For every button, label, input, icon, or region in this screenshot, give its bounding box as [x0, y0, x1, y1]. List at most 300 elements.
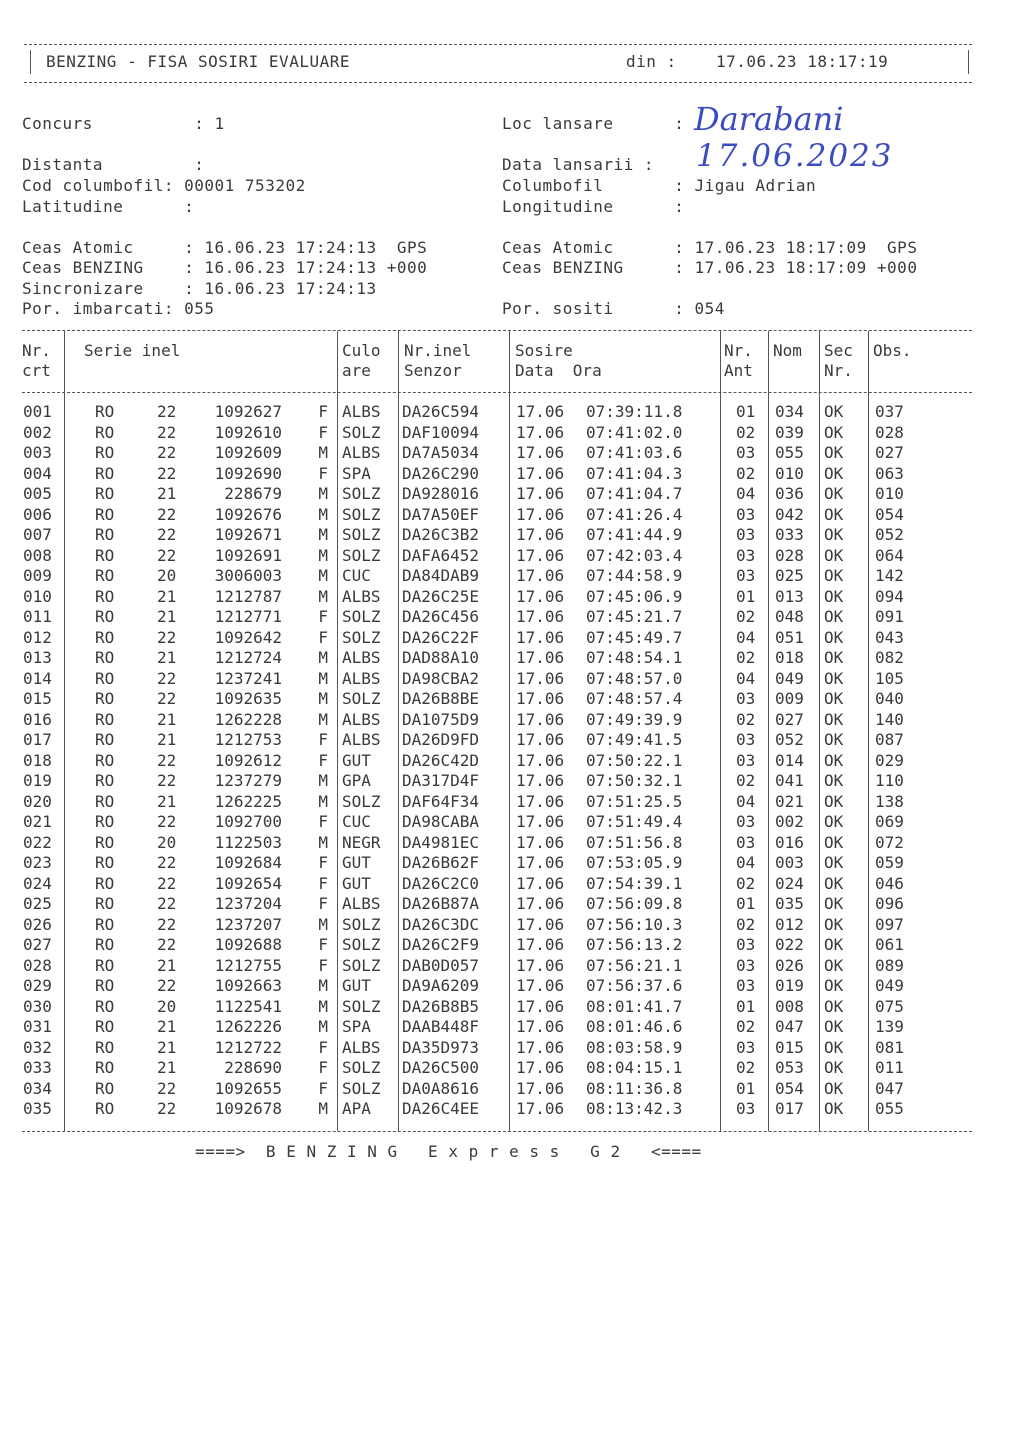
nr-cell: 031	[23, 1017, 52, 1036]
nr-cell: 028	[23, 955, 52, 975]
sec-cell: OK	[824, 648, 844, 667]
table-row	[20, 423, 940, 444]
arrival-time-cell: 07:49:41.5	[586, 730, 683, 749]
arrival-date-cell: 17.06	[516, 402, 565, 421]
year-cell: 22	[157, 668, 177, 688]
arrival-date-cell: 17.06	[516, 668, 565, 688]
porumbei-sositi: Por. sositi : 054	[502, 299, 725, 318]
nom-cell: 048	[775, 607, 804, 626]
sensor-cell: DAF64F34	[402, 791, 480, 811]
obs-cell: 096	[875, 894, 904, 913]
sec-cell: OK	[824, 976, 844, 995]
arrival-date-cell: 17.06	[516, 832, 565, 852]
sec-cell: OK	[824, 914, 844, 934]
arrival-time-cell: 07:48:54.1	[586, 648, 683, 667]
nom-cell: 015	[775, 1037, 804, 1057]
report-title: BENZING - FISA SOSIRI EVALUARE	[46, 52, 350, 71]
ant-cell: 02	[736, 607, 756, 626]
arrival-time-cell: 07:56:10.3	[586, 914, 683, 934]
ant-cell: 04	[736, 791, 756, 811]
ant-cell: 01	[736, 894, 756, 913]
nr-cell: 007	[23, 525, 52, 544]
nom-cell: 047	[775, 1017, 804, 1036]
ring-number-cell: 1092654	[214, 873, 282, 893]
ant-cell: 04	[736, 627, 756, 647]
year-cell: 20	[157, 832, 177, 852]
ant-cell: 03	[736, 545, 756, 565]
ring-number-cell: 1092676	[214, 504, 282, 524]
sex-cell: F	[318, 955, 328, 975]
color-cell: SOLZ	[342, 504, 381, 524]
arrival-date-cell: 17.06	[516, 853, 565, 872]
year-cell: 21	[157, 1058, 177, 1077]
obs-cell: 046	[875, 873, 904, 893]
nr-cell: 019	[23, 771, 52, 790]
country-cell: RO	[95, 976, 115, 995]
longitudine-line: Longitudine :	[502, 197, 685, 216]
arrival-time-cell: 07:48:57.0	[586, 668, 683, 688]
color-cell: SOLZ	[342, 484, 381, 503]
distanta-line: Distanta :	[22, 155, 205, 174]
year-cell: 22	[157, 463, 177, 483]
sec-cell: OK	[824, 812, 844, 831]
color-cell: SOLZ	[342, 935, 381, 954]
year-cell: 22	[157, 771, 177, 790]
country-cell: RO	[95, 586, 115, 606]
arrival-time-cell: 08:01:41.7	[586, 996, 683, 1016]
sex-cell: M	[318, 668, 328, 688]
sex-cell: F	[318, 853, 328, 872]
arrival-date-cell: 17.06	[516, 525, 565, 544]
color-cell: ALBS	[342, 443, 381, 462]
country-cell: RO	[95, 463, 115, 483]
year-cell: 20	[157, 566, 177, 585]
sex-cell: F	[318, 607, 328, 626]
country-cell: RO	[95, 668, 115, 688]
arrival-time-cell: 08:13:42.3	[586, 1099, 683, 1118]
ant-cell: 03	[736, 566, 756, 585]
ring-number-cell: 1237279	[214, 771, 282, 790]
country-cell: RO	[95, 484, 115, 503]
sensor-cell: DA1075D9	[402, 709, 480, 729]
nr-cell: 001	[23, 402, 52, 421]
obs-cell: 091	[875, 607, 904, 626]
arrival-date-cell: 17.06	[516, 545, 565, 565]
table-row	[20, 915, 940, 936]
arrival-date-cell: 17.06	[516, 627, 565, 647]
ant-cell: 03	[736, 1037, 756, 1057]
report-date-value: 17.06.23 18:17:19	[716, 52, 889, 71]
arrival-date-cell: 17.06	[516, 566, 565, 585]
obs-cell: 055	[875, 1099, 904, 1118]
latitudine-line: Latitudine :	[22, 197, 195, 216]
ant-cell: 02	[736, 873, 756, 893]
sensor-cell: DA928016	[402, 484, 480, 503]
ceas-atomic-end: Ceas Atomic : 17.06.23 18:17:09 GPS	[502, 238, 918, 257]
obs-cell: 029	[875, 750, 904, 770]
nom-cell: 024	[775, 873, 804, 893]
arrival-date-cell: 17.06	[516, 504, 565, 524]
ant-cell: 01	[736, 996, 756, 1016]
sex-cell: F	[318, 935, 328, 954]
ring-number-cell: 228690	[224, 1058, 282, 1077]
nom-cell: 034	[775, 402, 804, 421]
year-cell: 21	[157, 955, 177, 975]
arrival-time-cell: 07:45:06.9	[586, 586, 683, 606]
ring-number-cell: 3006003	[214, 566, 282, 585]
sensor-cell: DAD88A10	[402, 648, 480, 667]
obs-cell: 052	[875, 525, 904, 544]
title-box-top-border	[24, 44, 972, 45]
year-cell: 22	[157, 504, 177, 524]
sensor-cell: DAFA6452	[402, 545, 480, 565]
sec-cell: OK	[824, 791, 844, 811]
arrival-date-cell: 17.06	[516, 1099, 565, 1118]
color-cell: APA	[342, 1099, 371, 1118]
year-cell: 22	[157, 443, 177, 462]
table-row	[20, 833, 940, 854]
ring-number-cell: 1092635	[214, 689, 282, 708]
sex-cell: F	[318, 1058, 328, 1077]
arrival-time-cell: 08:01:46.6	[586, 1017, 683, 1036]
nom-cell: 012	[775, 914, 804, 934]
nom-cell: 025	[775, 566, 804, 585]
color-cell: SOLZ	[342, 1078, 381, 1098]
nr-cell: 033	[23, 1058, 52, 1077]
nom-cell: 049	[775, 668, 804, 688]
color-cell: ALBS	[342, 586, 381, 606]
obs-cell: 082	[875, 648, 904, 667]
obs-cell: 063	[875, 463, 904, 483]
color-cell: GUT	[342, 853, 371, 872]
sec-cell: OK	[824, 996, 844, 1016]
arrival-date-cell: 17.06	[516, 894, 565, 913]
ceas-benzing-start: Ceas BENZING : 16.06.23 17:24:13 +000	[22, 258, 428, 277]
nom-cell: 002	[775, 812, 804, 831]
year-cell: 22	[157, 914, 177, 934]
ring-number-cell: 1237204	[214, 894, 282, 913]
country-cell: RO	[95, 996, 115, 1016]
nom-cell: 026	[775, 955, 804, 975]
arrival-date-cell: 17.06	[516, 750, 565, 770]
sex-cell: M	[318, 648, 328, 667]
table-bottom-border	[22, 1131, 972, 1132]
header-nr-ant: Nr.	[724, 341, 753, 360]
obs-cell: 037	[875, 402, 904, 421]
sex-cell: M	[318, 1017, 328, 1036]
ant-cell: 02	[736, 914, 756, 934]
nr-cell: 015	[23, 689, 52, 708]
country-cell: RO	[95, 1058, 115, 1077]
table-row	[20, 710, 940, 731]
color-cell: SOLZ	[342, 1058, 381, 1077]
nom-cell: 033	[775, 525, 804, 544]
obs-cell: 049	[875, 976, 904, 995]
table-header-top-border	[22, 330, 972, 331]
sensor-cell: DAF10094	[402, 422, 480, 442]
arrival-time-cell: 07:50:22.1	[586, 750, 683, 770]
header-culo: Culo	[342, 341, 381, 360]
color-cell: ALBS	[342, 1037, 381, 1057]
arrival-time-cell: 07:45:49.7	[586, 627, 683, 647]
sec-cell: OK	[824, 484, 844, 503]
obs-cell: 043	[875, 627, 904, 647]
sec-cell: OK	[824, 422, 844, 442]
sec-cell: OK	[824, 853, 844, 872]
sec-cell: OK	[824, 1078, 844, 1098]
ring-number-cell: 1092610	[214, 422, 282, 442]
year-cell: 22	[157, 402, 177, 421]
country-cell: RO	[95, 832, 115, 852]
nom-cell: 013	[775, 586, 804, 606]
year-cell: 21	[157, 484, 177, 503]
obs-cell: 142	[875, 566, 904, 585]
table-row	[20, 607, 940, 628]
arrival-time-cell: 08:04:15.1	[586, 1058, 683, 1077]
sex-cell: M	[318, 566, 328, 585]
table-row	[20, 935, 940, 956]
ring-number-cell: 1122541	[214, 996, 282, 1016]
obs-cell: 081	[875, 1037, 904, 1057]
nom-cell: 055	[775, 443, 804, 462]
sec-cell: OK	[824, 504, 844, 524]
year-cell: 22	[157, 935, 177, 954]
ant-cell: 03	[736, 935, 756, 954]
year-cell: 22	[157, 1099, 177, 1118]
sec-cell: OK	[824, 443, 844, 462]
country-cell: RO	[95, 955, 115, 975]
arrival-time-cell: 07:42:03.4	[586, 545, 683, 565]
country-cell: RO	[95, 689, 115, 708]
ring-number-cell: 1092678	[214, 1099, 282, 1118]
arrival-date-cell: 17.06	[516, 730, 565, 749]
data-lansarii-label: Data lansarii :	[502, 155, 654, 174]
color-cell: SOLZ	[342, 791, 381, 811]
color-cell: SPA	[342, 1017, 371, 1036]
country-cell: RO	[95, 709, 115, 729]
arrival-date-cell: 17.06	[516, 1017, 565, 1036]
obs-cell: 011	[875, 1058, 904, 1077]
sec-cell: OK	[824, 894, 844, 913]
sensor-cell: DA26C3DC	[402, 914, 480, 934]
ant-cell: 02	[736, 1017, 756, 1036]
ring-number-cell: 1092609	[214, 443, 282, 462]
arrival-time-cell: 07:41:02.0	[586, 422, 683, 442]
ant-cell: 03	[736, 1099, 756, 1118]
country-cell: RO	[95, 648, 115, 667]
header-nr-inel: Nr.inel	[404, 341, 472, 360]
header-obs: Obs.	[873, 341, 912, 360]
sex-cell: M	[318, 545, 328, 565]
nom-cell: 010	[775, 463, 804, 483]
color-cell: GUT	[342, 750, 371, 770]
color-cell: SOLZ	[342, 627, 381, 647]
nr-cell: 017	[23, 730, 52, 749]
header-senzor: Senzor	[404, 361, 462, 380]
ant-cell: 04	[736, 853, 756, 872]
color-cell: SOLZ	[342, 914, 381, 934]
arrival-time-cell: 07:44:58.9	[586, 566, 683, 585]
sensor-cell: DA7A5034	[402, 443, 480, 462]
arrival-time-cell: 07:41:44.9	[586, 525, 683, 544]
arrival-time-cell: 07:56:21.1	[586, 955, 683, 975]
nr-cell: 022	[23, 832, 52, 852]
nr-cell: 025	[23, 894, 52, 913]
header-nr: Nr.	[22, 341, 51, 360]
color-cell: ALBS	[342, 730, 381, 749]
ring-number-cell: 1092688	[214, 935, 282, 954]
ring-number-cell: 1237241	[214, 668, 282, 688]
arrival-time-cell: 07:49:39.9	[586, 709, 683, 729]
sensor-cell: DA98CABA	[402, 812, 480, 831]
nr-cell: 021	[23, 812, 52, 831]
ant-cell: 03	[736, 730, 756, 749]
ring-number-cell: 1092612	[214, 750, 282, 770]
sec-cell: OK	[824, 1058, 844, 1077]
obs-cell: 140	[875, 709, 904, 729]
table-row	[20, 628, 940, 649]
table-row	[20, 525, 940, 546]
nom-cell: 028	[775, 545, 804, 565]
nom-cell: 003	[775, 853, 804, 872]
arrival-date-cell: 17.06	[516, 422, 565, 442]
nom-cell: 008	[775, 996, 804, 1016]
color-cell: SOLZ	[342, 607, 381, 626]
ring-number-cell: 1092655	[214, 1078, 282, 1098]
nom-cell: 009	[775, 689, 804, 708]
sensor-cell: DA84DAB9	[402, 566, 480, 585]
country-cell: RO	[95, 443, 115, 462]
country-cell: RO	[95, 771, 115, 790]
sensor-cell: DA26C25E	[402, 586, 480, 606]
country-cell: RO	[95, 730, 115, 749]
table-row	[20, 812, 940, 833]
table-row	[20, 1058, 940, 1079]
nom-cell: 054	[775, 1078, 804, 1098]
ant-cell: 01	[736, 586, 756, 606]
color-cell: SOLZ	[342, 422, 381, 442]
nom-cell: 041	[775, 771, 804, 790]
cod-columbofil-line: Cod columbofil: 00001 753202	[22, 176, 306, 195]
ring-number-cell: 1092663	[214, 976, 282, 995]
table-row	[20, 730, 940, 751]
columbofil-line: Columbofil : Jigau Adrian	[502, 176, 817, 195]
year-cell: 21	[157, 607, 177, 626]
country-cell: RO	[95, 873, 115, 893]
nom-cell: 035	[775, 894, 804, 913]
ant-cell: 03	[736, 443, 756, 462]
nr-cell: 035	[23, 1099, 52, 1118]
header-serie-inel: Serie inel	[84, 341, 181, 360]
header-are: are	[342, 361, 371, 380]
sex-cell: M	[318, 996, 328, 1016]
sex-cell: F	[318, 894, 328, 913]
sec-cell: OK	[824, 545, 844, 565]
header-sosire: Sosire	[515, 341, 573, 360]
sensor-cell: DA26C42D	[402, 750, 480, 770]
arrival-date-cell: 17.06	[516, 607, 565, 626]
ant-cell: 03	[736, 525, 756, 544]
nr-cell: 020	[23, 791, 52, 811]
table-row	[20, 751, 940, 772]
ant-cell: 03	[736, 955, 756, 975]
ring-number-cell: 1092671	[214, 525, 282, 544]
color-cell: SOLZ	[342, 525, 381, 544]
color-cell: ALBS	[342, 709, 381, 729]
sex-cell: F	[318, 750, 328, 770]
country-cell: RO	[95, 750, 115, 770]
year-cell: 22	[157, 976, 177, 995]
arrival-date-cell: 17.06	[516, 586, 565, 606]
table-row	[20, 853, 940, 874]
arrivals-table-body	[20, 402, 940, 1120]
arrival-time-cell: 07:51:25.5	[586, 791, 683, 811]
footer-banner: ====> B E N Z I N G E x p r e s s G 2 <====	[195, 1142, 702, 1161]
obs-cell: 010	[875, 484, 904, 503]
nr-cell: 016	[23, 709, 52, 729]
table-row	[20, 1017, 940, 1038]
nr-cell: 013	[23, 648, 52, 667]
country-cell: RO	[95, 402, 115, 421]
nom-cell: 036	[775, 484, 804, 503]
color-cell: SOLZ	[342, 689, 381, 708]
sensor-cell: DA317D4F	[402, 771, 480, 790]
year-cell: 22	[157, 689, 177, 708]
ant-cell: 02	[736, 422, 756, 442]
year-cell: 22	[157, 627, 177, 647]
country-cell: RO	[95, 627, 115, 647]
year-cell: 22	[157, 750, 177, 770]
table-row	[20, 464, 940, 485]
color-cell: ALBS	[342, 648, 381, 667]
nr-cell: 034	[23, 1078, 52, 1098]
sec-cell: OK	[824, 1037, 844, 1057]
sensor-cell: DA26C500	[402, 1058, 480, 1077]
color-cell: SOLZ	[342, 996, 381, 1016]
obs-cell: 027	[875, 443, 904, 462]
report-date-label: din :	[626, 52, 677, 71]
sec-cell: OK	[824, 750, 844, 770]
color-cell: GUT	[342, 873, 371, 893]
sec-cell: OK	[824, 525, 844, 544]
sensor-cell: DA26C2C0	[402, 873, 480, 893]
arrival-time-cell: 07:48:57.4	[586, 689, 683, 708]
sex-cell: M	[318, 709, 328, 729]
ant-cell: 03	[736, 689, 756, 708]
header-sec: Sec	[824, 341, 853, 360]
country-cell: RO	[95, 607, 115, 626]
ant-cell: 04	[736, 668, 756, 688]
country-cell: RO	[95, 914, 115, 934]
arrival-time-cell: 07:54:39.1	[586, 873, 683, 893]
sex-cell: M	[318, 832, 328, 852]
arrival-time-cell: 07:39:11.8	[586, 402, 683, 421]
ring-number-cell: 1262228	[214, 709, 282, 729]
sensor-cell: DA26C290	[402, 463, 480, 483]
arrival-date-cell: 17.06	[516, 689, 565, 708]
sex-cell: F	[318, 812, 328, 831]
sensor-cell: DA9A6209	[402, 976, 480, 995]
table-row	[20, 792, 940, 813]
sensor-cell: DAB0D057	[402, 955, 480, 975]
nom-cell: 014	[775, 750, 804, 770]
sensor-cell: DA26B62F	[402, 853, 480, 872]
sex-cell: F	[318, 422, 328, 442]
arrival-date-cell: 17.06	[516, 463, 565, 483]
table-row	[20, 1099, 940, 1120]
table-row	[20, 669, 940, 690]
sec-cell: OK	[824, 1017, 844, 1036]
